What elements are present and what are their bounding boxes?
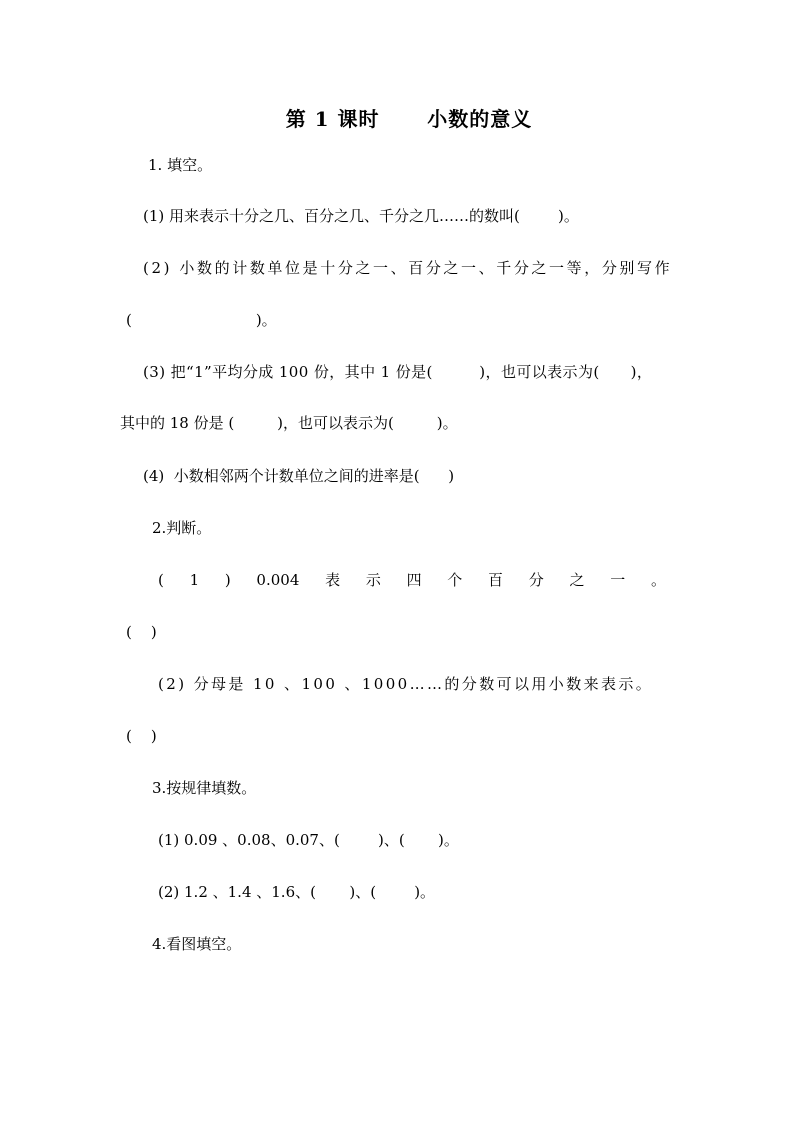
q2-item-1-token: 百 — [488, 571, 504, 589]
q1-item-1: (1) 用来表示十分之几、百分之几、千分之几……的数叫( )。 — [143, 207, 579, 225]
q1-item-3-line-2: 其中的 18 份是 ( )，也可以表示为( )。 — [120, 414, 458, 432]
q2-item-1-token: 。 — [650, 571, 666, 589]
q2-heading: 2.判断。 — [152, 519, 212, 537]
q3-item-1: (1) 0.09 、0.08、0.07、( )、( )。 — [158, 831, 459, 849]
q2-item-1-token: 表 — [325, 571, 341, 589]
q2-item-1-token: 之 — [569, 571, 585, 589]
q2-item-1-token: ( — [158, 571, 164, 589]
q2-item-1-token: 一 — [610, 571, 626, 589]
q2-item-1-token: 0.004 — [256, 571, 300, 589]
q2-item-2-answer-paren: ( ) — [126, 727, 157, 745]
q2-item-1-token: 示 — [365, 571, 381, 589]
q1-item-2-line-1: (2) 小数的计数单位是十分之一、百分之一、千分之一等，分别写作 — [143, 259, 673, 277]
q3-heading: 3.按规律填数。 — [152, 779, 257, 797]
q2-item-1-token: 四 — [406, 571, 422, 589]
q4-heading: 4.看图填空。 — [152, 935, 242, 953]
q2-item-1-answer-paren: ( ) — [126, 623, 157, 641]
q1-item-4: (4) 小数相邻两个计数单位之间的进率是( ) — [143, 467, 455, 485]
q1-heading: 1. 填空。 — [148, 156, 213, 174]
q2-item-1-token: 分 — [528, 571, 544, 589]
page-title: 第 1 课时 小数的意义 — [285, 107, 533, 131]
q2-item-1-justified-line — [158, 570, 666, 590]
q2-item-2: (2) 分母是 10 、100 、1000……的分数可以用小数来表示。 — [158, 675, 654, 693]
q2-item-1-token: ) — [224, 571, 231, 589]
q2-item-1-token: 1 — [189, 571, 200, 589]
q1-item-2-line-2: ( )。 — [126, 311, 277, 329]
q3-item-2: (2) 1.2 、1.4 、1.6、( )、( )。 — [158, 883, 436, 901]
q2-item-1-token: 个 — [447, 571, 463, 589]
q1-item-3-line-1: (3) 把“1”平均分成 100 份，其中 1 份是( )，也可以表示为( )， — [143, 363, 653, 381]
